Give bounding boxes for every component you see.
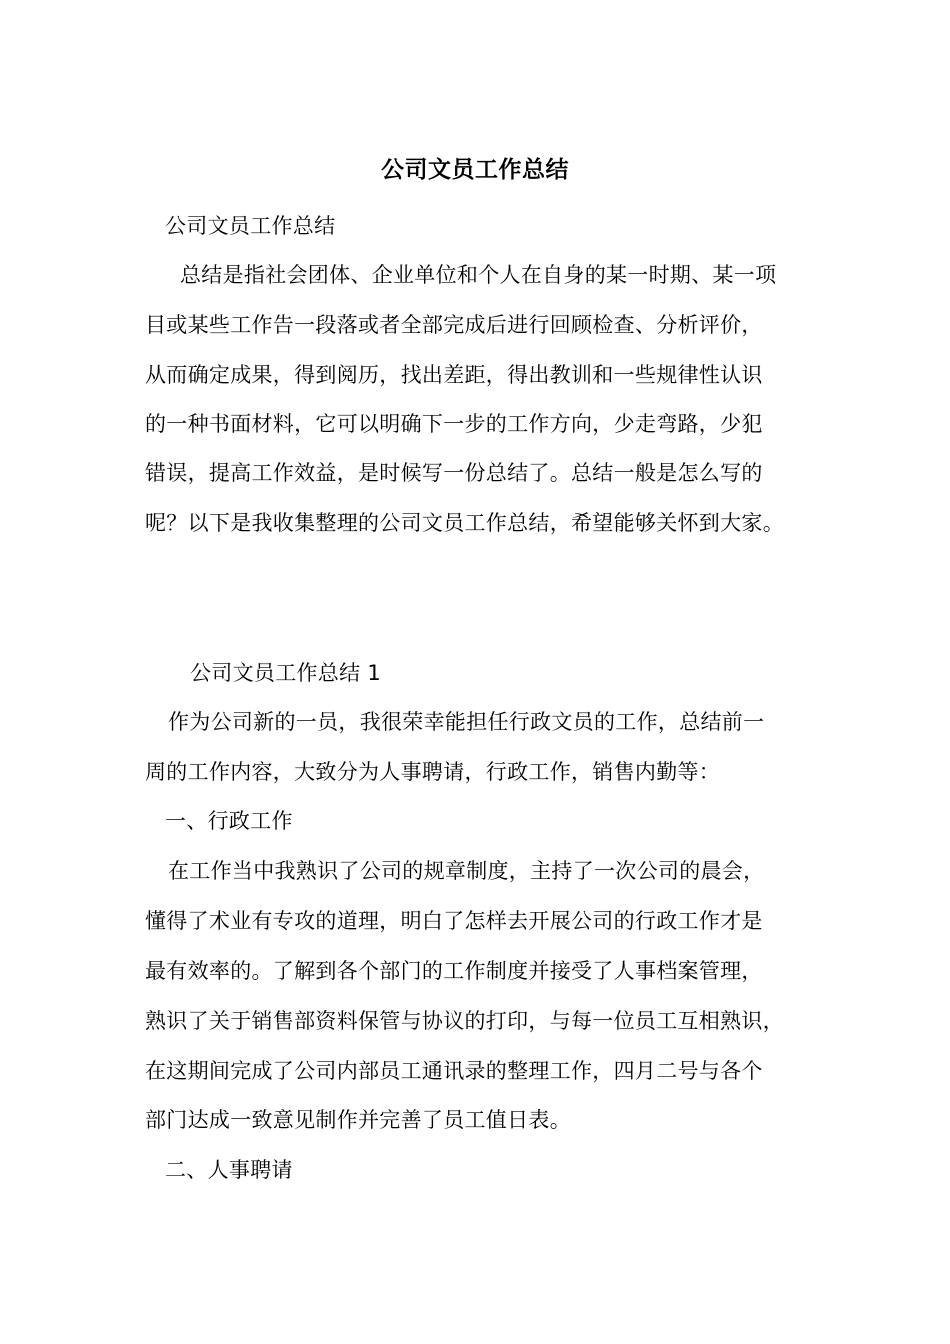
intro-paragraph-line: 目或某些工作告一段落或者全部完成后进行回顾检查、分析评价， [145,313,763,337]
item-paragraph-line: 懂得了术业有专攻的道理，明白了怎样去开展公司的行政工作才是 [145,909,763,933]
intro-paragraph-line: 错误，提高工作效益，是时候写一份总结了。总结一般是怎么写的 [145,461,763,485]
document-subtitle: 公司文员工作总结 [165,214,336,238]
section-paragraph-line: 周的工作内容，大致分为人事聘请，行政工作，销售内勤等： [145,760,721,784]
item-paragraph-line: 部门达成一致意见制作并完善了员工值日表。 [145,1108,571,1132]
intro-paragraph-line: 的一种书面材料，它可以明确下一步的工作方向，少走弯路，少犯 [145,412,763,436]
intro-paragraph-line: 总结是指社会团体、企业单位和个人在自身的某一时期、某一项 [180,263,777,287]
item-paragraph-line: 在这期间完成了公司内部员工通讯录的整理工作，四月二号与各个 [145,1059,763,1083]
item-paragraph-line: 在工作当中我熟识了公司的规章制度，主持了一次公司的晨会， [168,859,765,883]
document-title: 公司文员工作总结 [381,157,569,183]
intro-paragraph-line: 从而确定成果，得到阅历，找出差距，得出教训和一些规律性认识 [145,363,763,387]
item-paragraph-line: 熟识了关于销售部资料保管与协议的打印，与每一位员工互相熟识， [145,1009,784,1033]
section-heading: 公司文员工作总结 1 [190,661,382,685]
intro-paragraph-line: 呢？以下是我收集整理的公司文员工作总结，希望能够关怀到大家。 [145,511,784,535]
section-paragraph-line: 作为公司新的一员，我很荣幸能担任行政文员的工作，总结前一 [168,710,765,734]
item-paragraph-line: 最有效率的。了解到各个部门的工作制度并接受了人事档案管理， [145,959,763,983]
item-heading: 二、人事聘请 [165,1158,293,1182]
item-heading: 一、行政工作 [165,809,293,833]
